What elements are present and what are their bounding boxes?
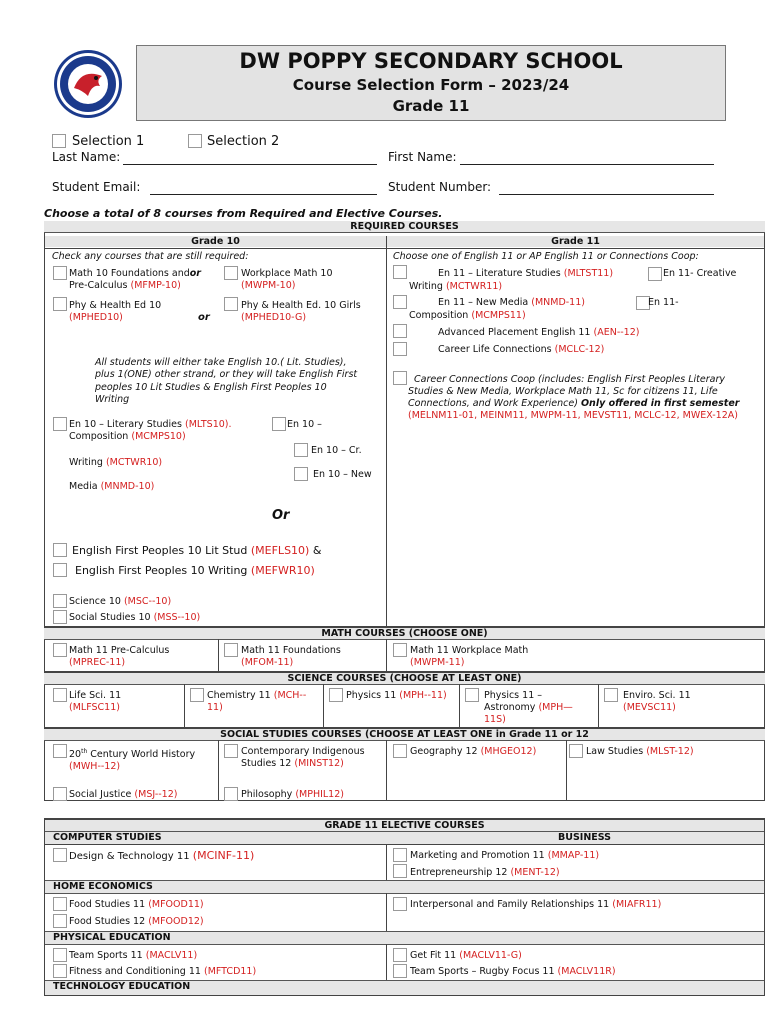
chem-label (207, 690, 306, 714)
design-checkbox[interactable] (53, 848, 67, 862)
phil-checkbox[interactable] (224, 787, 238, 801)
math11-precalc-checkbox[interactable] (53, 643, 67, 657)
ss10-code: (MSS--10) (153, 612, 201, 623)
getfit-text: Get Fit 11 (410, 950, 457, 961)
phil-label (241, 789, 344, 801)
en11-comp-code: (MCMPS11) (471, 310, 526, 321)
sj-code: (MSJ--12) (134, 789, 178, 800)
grade11-title: Grade 11 (387, 236, 764, 247)
coop-codes: (MELNM11-01, MEINM11, MWPM-11, MEVST11, MCLC-12, MWEX-12A) (408, 410, 738, 421)
food12-label (69, 916, 204, 928)
science-title: SCIENCE COURSES (CHOOSE AT LEAST ONE) (44, 671, 765, 685)
math10-text-b: Pre-Calculus (69, 280, 128, 291)
design-label (69, 849, 254, 862)
phys-code: (MPH--11) (399, 690, 447, 701)
en11-nm-code: (MNMD-11) (531, 297, 585, 308)
english-note: All students will either take English 10.( Lit. Studies), plus 1(ONE) other strand, or they will take English First peoples 10 Lit Studies & English First Peoples 10 Writing (95, 357, 358, 406)
getfit-code: (MACLV11-G) (459, 950, 522, 961)
c20-checkbox[interactable] (53, 744, 67, 758)
life-sci-checkbox[interactable] (53, 688, 67, 702)
team-label (69, 950, 197, 962)
coop-bold: Only offered in first semester (580, 398, 740, 409)
divider (44, 844, 765, 845)
ent-label (410, 867, 560, 879)
law-code: (MLST-12) (646, 746, 694, 757)
sj-label (69, 789, 177, 801)
en11-nm-label (438, 297, 585, 309)
phe10-label (69, 300, 219, 324)
electives-title: GRADE 11 ELECTIVE COURSES (45, 820, 764, 831)
clc-checkbox[interactable] (393, 342, 407, 356)
c20-text: 20th Century World History (69, 748, 196, 761)
email-field[interactable] (150, 194, 377, 195)
efp-wr-label (75, 564, 315, 577)
ap-english-checkbox[interactable] (393, 324, 407, 338)
efp-lit-code: (MEFLS10) (250, 544, 310, 557)
food11-checkbox[interactable] (53, 897, 67, 911)
en10-comp-label: En 10 – (287, 419, 322, 430)
chem-text: Chemistry 11 (207, 690, 271, 701)
mkt-text: Marketing and Promotion 11 (410, 850, 545, 861)
rugby-text: Team Sports – Rugby Focus 11 (410, 966, 555, 977)
wpm10-checkbox[interactable] (224, 266, 238, 280)
en11-cw-code: (MCTWR11) (445, 281, 503, 292)
en10-comp-code: (MCMPS10) (131, 431, 186, 442)
clc-code: (MCLC-12) (554, 344, 605, 355)
en11-comp-label: En 11- (648, 297, 679, 308)
sj-checkbox[interactable] (53, 787, 67, 801)
en11-lit-text: En 11 – Literature Studies (438, 268, 561, 279)
en11-lit-checkbox[interactable] (393, 265, 407, 279)
efp-amp: & (312, 544, 322, 557)
astro-code: (MPH— (538, 702, 573, 713)
g10-note: Check any courses that are still required: (52, 251, 249, 262)
math10-or: or (189, 268, 201, 279)
selection-1-checkbox[interactable] (52, 134, 66, 148)
or-divider-text: Or (272, 508, 290, 523)
selection-2-label: Selection 2 (207, 134, 280, 149)
rugby-label (410, 966, 616, 978)
life-sci-code: (MLFSC11) (69, 702, 120, 713)
en10-media-label (69, 481, 154, 493)
food12-text: Food Studies 12 (69, 916, 146, 927)
math11-precalc-code: (MPREC-11) (69, 657, 126, 668)
team-checkbox[interactable] (53, 948, 67, 962)
law-checkbox[interactable] (569, 744, 583, 758)
ap-english-code: (AEN--12) (593, 327, 640, 338)
phe10g-code: (MPHED10-G) (241, 312, 307, 323)
instruction: Choose a total of 8 courses from Required and Elective Courses. (44, 207, 443, 220)
pe-head: PHYSICAL EDUCATION (53, 932, 171, 943)
efp-lit-label (72, 544, 321, 557)
math11-work-label (410, 645, 528, 669)
indig-text-b: Studies 12 (241, 758, 292, 769)
en10-media-text: Media (69, 481, 98, 492)
math10-text: Math 10 Foundations and (69, 268, 190, 279)
phys-label (346, 690, 447, 702)
en11-lit-code: (MLTST11) (563, 268, 614, 279)
mkt-checkbox[interactable] (393, 848, 407, 862)
geo-label (410, 746, 536, 758)
en11-comp-text: Composition (409, 310, 469, 321)
en10-cr-label: En 10 – Cr. (311, 445, 362, 456)
en10-new-label: En 10 – New (313, 469, 372, 480)
food11-code: (MFOOD11) (148, 899, 204, 910)
food12-checkbox[interactable] (53, 914, 67, 928)
en10-lit-code: (MLTS10). (184, 419, 232, 430)
math11-found-checkbox[interactable] (224, 643, 238, 657)
coop-text: Career Connections Coop (includes: English First Peoples Literary Studies & New Media, Workplace Math 11, Sc for citizens 11, Life Connections, and Work Experience) (408, 374, 726, 409)
home-head: HOME ECONOMICS (53, 881, 153, 892)
divider (386, 893, 387, 931)
coop-label (408, 374, 758, 422)
en10-media-code: (MNMD-10) (100, 481, 155, 492)
en10-comp-text: Composition (69, 431, 129, 442)
rugby-checkbox[interactable] (393, 964, 407, 978)
last-name-label: Last Name: (52, 150, 121, 164)
required-title: REQUIRED COURSES (44, 221, 765, 233)
social-title: SOCIAL STUDIES COURSES (CHOOSE AT LEAST ONE in Grade 11 or 12 (44, 727, 765, 741)
math11-found-code: (MFOM-11) (241, 657, 294, 668)
phe10g-label (241, 300, 381, 324)
design-code: (MCINF-11) (192, 849, 255, 862)
en10-writing-code: (MCTWR10) (105, 457, 163, 468)
math11-work-text: Math 11 Workplace Math (410, 645, 529, 656)
wpm10-label (241, 268, 381, 292)
divider (386, 639, 387, 671)
student-number-label: Student Number: (388, 180, 492, 194)
divider (386, 740, 387, 801)
chem-code-2: 11) (207, 702, 223, 713)
selection-2-checkbox[interactable] (188, 134, 202, 148)
phe10-checkbox[interactable] (53, 297, 67, 311)
efp-wr-code: (MEFWR10) (250, 564, 315, 577)
math10-label (69, 268, 219, 292)
sci10-text: Science 10 (69, 596, 121, 607)
divider (218, 639, 219, 671)
indig-label (241, 746, 365, 770)
divider (44, 248, 765, 249)
astro-checkbox[interactable] (465, 688, 479, 702)
mkt-label (410, 850, 599, 862)
phil-code: (MPHIL12) (295, 789, 344, 800)
ss10-checkbox[interactable] (53, 610, 67, 624)
grade-title: Grade 11 (392, 97, 470, 115)
wpm10-text: Workplace Math 10 (241, 268, 333, 279)
geo-text: Geography 12 (410, 746, 478, 757)
school-name: DW POPPY SECONDARY SCHOOL (239, 49, 623, 73)
en10-writing-text: Writing (69, 457, 103, 468)
g11-note: Choose one of English 11 or AP English 11 or Connections Coop: (393, 251, 699, 262)
phe10-text: Phy & Health Ed 10 (69, 300, 162, 311)
ent-checkbox[interactable] (393, 864, 407, 878)
math11-precalc-text: Math 11 Pre-Calculus (69, 645, 170, 656)
efp-wr-checkbox[interactable] (53, 563, 67, 577)
env-checkbox[interactable] (604, 688, 618, 702)
team-code: (MACLV11) (145, 950, 198, 961)
geo-code: (MHGEO12) (480, 746, 537, 757)
en11-nm-checkbox[interactable] (393, 295, 407, 309)
ap-english-label (438, 327, 639, 339)
efp-wr-text: English First Peoples 10 Writing (75, 564, 248, 577)
header-box (136, 45, 726, 121)
en10-cr-checkbox[interactable] (294, 443, 308, 457)
life-sci-label (69, 690, 121, 714)
phe10g-checkbox[interactable] (224, 297, 238, 311)
biz-head: BUSINESS (558, 832, 612, 843)
fit-label (69, 966, 256, 978)
mkt-code: (MMAP-11) (547, 850, 600, 861)
math11-work-code: (MWPM-11) (410, 657, 465, 668)
phil-text: Philosophy (241, 789, 293, 800)
astro-text-b: Astronomy (484, 702, 536, 713)
indig-text: Contemporary Indigenous (241, 746, 365, 757)
phys-checkbox[interactable] (329, 688, 343, 702)
school-logo (52, 48, 124, 120)
indig-code: (MINST12) (294, 758, 344, 769)
food12-code: (MFOOD12) (148, 916, 204, 927)
clc-label (438, 344, 604, 356)
design-text: Design & Technology 11 (69, 851, 190, 862)
en11-comp-label-b (409, 310, 526, 322)
math11-found-text: Math 11 Foundations (241, 645, 341, 656)
wpm10-code: (MWPM-10) (241, 280, 296, 291)
geo-checkbox[interactable] (393, 744, 407, 758)
divider (184, 684, 185, 728)
en11-cw-label-b (409, 281, 502, 293)
law-label (586, 746, 694, 758)
divider (386, 844, 387, 880)
efp-lit-checkbox[interactable] (53, 543, 67, 557)
phe10-or: or (198, 312, 210, 323)
math11-precalc-label (69, 645, 169, 669)
cs-head: COMPUTER STUDIES (53, 832, 162, 843)
en11-nm-text: En 11 – New Media (438, 297, 529, 308)
ent-text: Entrepreneurship 12 (410, 867, 508, 878)
en11-cw-checkbox[interactable] (648, 267, 662, 281)
ap-english-text: Advanced Placement English 11 (438, 327, 591, 338)
math11-work-checkbox[interactable] (393, 643, 407, 657)
phys-text: Physics 11 (346, 690, 397, 701)
indig-checkbox[interactable] (224, 744, 238, 758)
divider (459, 684, 460, 728)
getfit-checkbox[interactable] (393, 948, 407, 962)
selection-1-label: Selection 1 (72, 134, 145, 149)
food11-label (69, 899, 204, 911)
astro-text: Physics 11 – (484, 690, 543, 701)
divider (386, 944, 387, 980)
en11-cw-label: En 11- Creative (663, 268, 737, 279)
en10-lit-label (69, 419, 289, 443)
fit-code: (MFTCD11) (203, 966, 257, 977)
chem-code: (MCH-- (273, 690, 307, 701)
team-text: Team Sports 11 (69, 950, 143, 961)
ifr-text: Interpersonal and Family Relationships 11 (410, 899, 610, 910)
divider (386, 236, 387, 627)
env-label (623, 690, 691, 714)
ifr-label (410, 899, 661, 911)
divider (218, 740, 219, 801)
en10-new-checkbox[interactable] (294, 467, 308, 481)
ss10-label (69, 612, 200, 624)
math-title: MATH COURSES (CHOOSE ONE) (44, 626, 765, 640)
divider (566, 740, 567, 801)
fit-checkbox[interactable] (53, 964, 67, 978)
ifr-code: (MIAFR11) (612, 899, 662, 910)
efp-lit-text: English First Peoples 10 Lit Stud (72, 544, 248, 557)
math10-checkbox[interactable] (53, 266, 67, 280)
first-name-field[interactable] (460, 164, 714, 165)
tech-head: TECHNOLOGY EDUCATION (53, 981, 191, 992)
food11-text: Food Studies 11 (69, 899, 146, 910)
c20-label (69, 746, 195, 773)
divider (323, 684, 324, 728)
ifr-checkbox[interactable] (393, 897, 407, 911)
sj-text: Social Justice (69, 789, 132, 800)
email-label: Student Email: (52, 180, 141, 194)
form-title: Course Selection Form – 2023/24 (292, 76, 570, 94)
ss10-text: Social Studies 10 (69, 612, 151, 623)
grade10-title: Grade 10 (45, 236, 386, 247)
en11-lit-label (438, 268, 613, 280)
env-text: Enviro. Sci. 11 (623, 690, 691, 701)
sci10-checkbox[interactable] (53, 594, 67, 608)
sci10-code: (MSC--10) (123, 596, 172, 607)
fit-text: Fitness and Conditioning 11 (69, 966, 201, 977)
math11-found-label (241, 645, 341, 669)
en10-writing-label (69, 457, 162, 469)
astro-code-2: 11S) (484, 714, 506, 725)
student-number-field[interactable] (499, 194, 714, 195)
phe10-code: (MPHED10) (69, 312, 123, 323)
en10-comp-checkbox[interactable] (272, 417, 286, 431)
ent-code: (MENT-12) (510, 867, 560, 878)
phe10g-text: Phy & Health Ed. 10 Girls (241, 300, 361, 311)
first-name-label: First Name: (388, 150, 457, 164)
astro-label (484, 690, 594, 726)
divider (598, 684, 599, 728)
chem-checkbox[interactable] (190, 688, 204, 702)
last-name-field[interactable] (123, 164, 377, 165)
law-text: Law Studies (586, 746, 644, 757)
en11-cw-text: Writing (409, 281, 443, 292)
env-code: (MEVSC11) (623, 702, 676, 713)
math10-code: (MFMP-10) (130, 280, 181, 291)
sci10-label (69, 596, 171, 608)
en10-lit-text: En 10 – Literary Studies (69, 419, 182, 430)
coop-checkbox[interactable] (393, 371, 407, 385)
getfit-label (410, 950, 522, 962)
en10-lit-checkbox[interactable] (53, 417, 67, 431)
rugby-code: (MACLV11R) (557, 966, 616, 977)
c20-code: (MWH--12) (69, 761, 121, 773)
life-sci-text: Life Sci. 11 (69, 690, 122, 701)
clc-text: Career Life Connections (438, 344, 552, 355)
